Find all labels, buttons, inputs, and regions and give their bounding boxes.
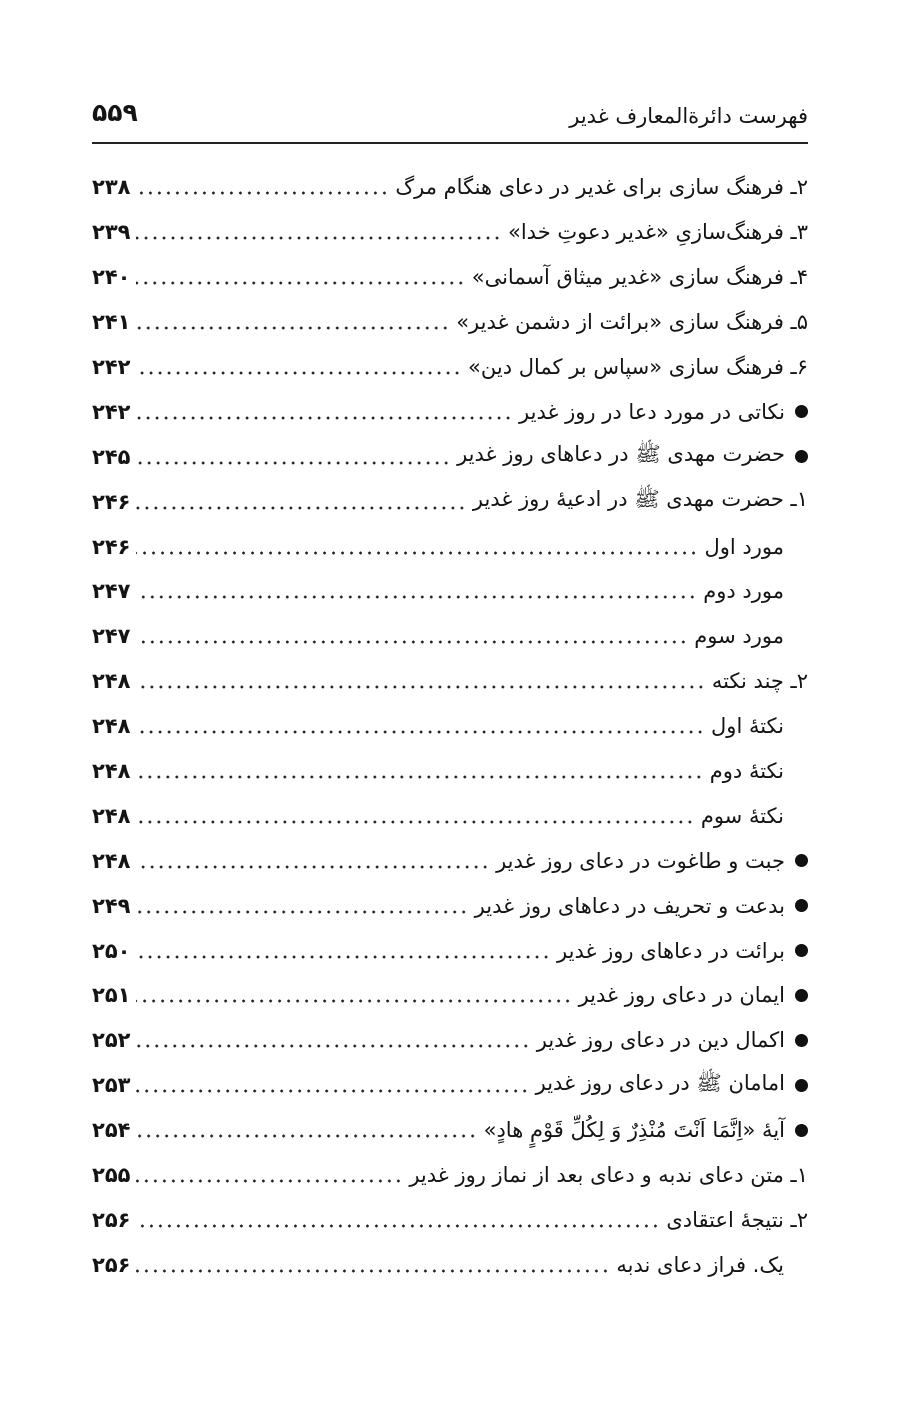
toc-entry-label: ۵ـ فرهنگ سازی «برائت از دشمن غدیر» [456,310,808,335]
table-of-contents [92,165,808,1287]
toc-entry-label: اکمال دین در دعای روز غدیر [536,1028,785,1053]
page-header [92,96,808,144]
toc-entry[interactable] [92,614,808,659]
bullet-icon [795,899,808,912]
toc-entry-label: نکاتی در مورد دعا در روز غدیر [519,399,785,424]
toc-entry-label: برائت در دعاهای روز غدیر [557,938,785,963]
dot-leader [136,369,462,377]
toc-entry[interactable] [92,659,808,704]
toc-entry-label: ۲ـ چند نکته [711,669,808,694]
toc-entry-label: ۲ـ فرهنگ سازی برای غدیر در دعای هنگام مرگ [395,175,808,200]
running-title: فهرست دائرةالمعارف غدیر [569,104,808,128]
toc-entry-page: ۲۳۹ [92,220,131,245]
dot-leader [136,773,703,781]
toc-entry-page: ۲۴۷ [92,624,131,649]
toc-entry-page: ۲۵۳ [92,1073,131,1098]
toc-entry-label: آیهٔ «اِنَّمَا اَنْتَ مُنْذِرٌ وَ لِکُلِّ قَوْمٍ هادٍ» [483,1118,785,1143]
toc-entry-page: ۲۵۰ [92,938,131,963]
dot-leader [136,1222,660,1230]
dot-leader [136,908,468,916]
toc-entry[interactable] [92,165,808,210]
toc-entry-label: حضرت مهدی ﷺ در دعاهای روز غدیر [457,442,785,467]
toc-entry[interactable] [92,793,808,838]
dot-leader [136,1087,529,1095]
dot-leader [136,234,502,242]
toc-entry-label: نکتهٔ سوم [700,803,784,828]
bullet-icon [795,944,808,957]
toc-entry-label: ۱ـ حضرت مهدی ﷺ در ادعیهٔ روز غدیر [472,487,808,512]
toc-entry-page: ۲۴۶ [92,534,131,559]
toc-entry[interactable] [92,928,808,973]
toc-entry[interactable] [92,210,808,255]
toc-entry-label: امامان ﷺ در دعای روز غدیر [535,1070,785,1095]
toc-entry-page: ۲۴۰ [92,265,131,290]
toc-entry[interactable] [92,479,808,524]
dot-leader [136,414,513,422]
toc-entry[interactable] [92,569,808,614]
toc-entry-label: ۱ـ متن دعای ندبه و دعای بعد از نماز روز غدیر [409,1163,808,1188]
toc-entry-page: ۲۵۲ [92,1028,131,1053]
toc-entry[interactable] [92,1197,808,1242]
bullet-icon [795,1124,808,1137]
toc-entry[interactable] [92,883,808,928]
toc-entry-page: ۲۴۵ [92,444,131,469]
toc-entry[interactable] [92,345,808,390]
dot-leader [136,953,551,961]
toc-entry[interactable] [92,1242,808,1287]
toc-entry[interactable] [92,1108,808,1153]
toc-entry-label: نکتهٔ اول [711,714,784,739]
toc-entry-page: ۲۵۶ [92,1252,131,1277]
toc-entry[interactable] [92,300,808,345]
toc-entry-page: ۲۴۸ [92,848,131,873]
toc-entry-page: ۲۴۸ [92,669,131,694]
toc-entry[interactable] [92,973,808,1018]
dot-leader [136,549,698,557]
toc-entry-page: ۲۴۹ [92,893,131,918]
toc-entry[interactable] [92,749,808,794]
dot-leader [136,1177,403,1185]
toc-entry-label: ۲ـ نتیجهٔ اعتقادی [666,1207,808,1232]
toc-entry-label: ایمان در دعای روز غدیر [578,983,785,1008]
toc-entry[interactable] [92,704,808,749]
bullet-icon [795,405,808,418]
dot-leader [136,1267,610,1275]
dot-leader [136,279,465,287]
dot-leader [136,728,705,736]
toc-entry[interactable] [92,1063,808,1108]
toc-entry-label: مورد سوم [694,624,784,649]
toc-entry-label: مورد اول [704,534,784,559]
dot-leader [136,997,572,1005]
toc-entry-page: ۲۵۴ [92,1118,131,1143]
dot-leader [136,593,697,601]
dot-leader [136,863,490,871]
dot-leader [136,459,451,467]
page-number: ۵۵۹ [92,98,138,127]
toc-entry[interactable] [92,255,808,300]
dot-leader [136,818,694,826]
toc-entry-page: ۲۴۸ [92,803,131,828]
dot-leader [136,1132,477,1140]
toc-entry-label: ۶ـ فرهنگ سازی «سپاس بر کمال دین» [468,355,808,379]
toc-entry-page: ۲۴۲ [92,355,131,379]
toc-entry[interactable] [92,1018,808,1063]
bullet-icon [795,1034,808,1047]
toc-entry[interactable] [92,1153,808,1198]
toc-entry-label: جبت و طاغوت در دعای روز غدیر [496,848,785,873]
toc-entry-page: ۲۴۱ [92,310,131,335]
toc-entry-label: بدعت و تحریف در دعاهای روز غدیر [474,893,785,918]
toc-entry-page: ۲۴۷ [92,579,131,604]
toc-entry-page: ۲۳۸ [92,175,131,200]
bullet-icon [795,854,808,867]
toc-entry-label: نکتهٔ دوم [709,759,784,784]
dot-leader [136,1042,530,1050]
dot-leader [136,504,466,512]
toc-entry[interactable] [92,434,808,479]
toc-entry-label: یک. فراز دعای ندبه [616,1252,784,1277]
toc-entry-label: ۳ـ فرهنگ‌سازیِ «غدیر دعوتِ خدا» [507,220,808,245]
toc-entry-page: ۲۴۲ [92,399,131,424]
dot-leader [136,638,688,646]
dot-leader [136,324,450,332]
bullet-icon [795,989,808,1002]
toc-entry-page: ۲۵۱ [92,983,131,1008]
dot-leader [136,189,389,197]
toc-entry-label: مورد دوم [703,579,784,604]
dot-leader [136,683,705,691]
toc-entry-page: ۲۵۶ [92,1207,131,1232]
toc-entry-page: ۲۵۵ [92,1163,131,1188]
toc-entry[interactable] [92,389,808,434]
toc-entry-page: ۲۴۶ [92,489,131,514]
toc-entry-label: ۴ـ فرهنگ سازی «غدیر میثاق آسمانی» [471,265,808,290]
bullet-icon [795,450,808,463]
toc-entry-page: ۲۴۸ [92,714,131,739]
bullet-icon [795,1079,808,1092]
toc-entry[interactable] [92,838,808,883]
toc-entry-page: ۲۴۸ [92,759,131,784]
toc-entry[interactable] [92,524,808,569]
